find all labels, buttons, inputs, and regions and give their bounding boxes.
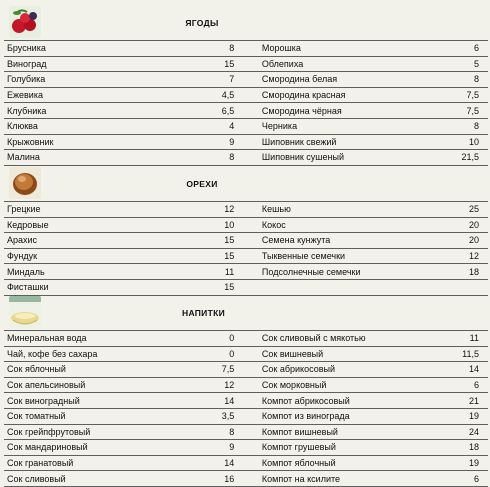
item-value: 18 bbox=[457, 440, 488, 456]
table-row bbox=[4, 424, 488, 440]
item-name: Сок томатный bbox=[4, 408, 217, 424]
column-gap bbox=[238, 103, 259, 119]
item-value: 16 bbox=[217, 471, 238, 487]
item-name: Тыквенные семечки bbox=[259, 248, 457, 264]
item-value: 18 bbox=[457, 264, 488, 280]
item-value: 4 bbox=[217, 118, 238, 134]
table-row bbox=[4, 377, 488, 393]
item-name: Семена кунжута bbox=[259, 233, 457, 249]
item-name: Компот из винограда bbox=[259, 408, 457, 424]
table-row bbox=[4, 72, 488, 88]
table-row bbox=[4, 233, 488, 249]
item-value: 8 bbox=[217, 41, 238, 57]
column-gap bbox=[238, 362, 259, 378]
item-value: 0 bbox=[217, 346, 238, 362]
column-gap bbox=[238, 346, 259, 362]
drinks-table bbox=[4, 330, 488, 487]
section-berries bbox=[4, 2, 488, 166]
item-value: 10 bbox=[217, 217, 238, 233]
item-value: 21,5 bbox=[457, 150, 488, 166]
item-value: 8 bbox=[457, 118, 488, 134]
column-gap bbox=[238, 72, 259, 88]
item-name: Сок яблочный bbox=[4, 362, 217, 378]
berries-icon bbox=[9, 6, 41, 38]
item-name: Кокос bbox=[259, 217, 457, 233]
item-name: Сок морковный bbox=[259, 377, 457, 393]
item-value: 15 bbox=[217, 233, 238, 249]
item-name: Сок сливовый bbox=[4, 471, 217, 487]
item-name: Грецкие bbox=[4, 202, 217, 218]
section-header bbox=[4, 2, 488, 40]
item-name: Сок мандариновый bbox=[4, 440, 217, 456]
item-name: Сок гранатовый bbox=[4, 455, 217, 471]
item-value: 7,5 bbox=[457, 87, 488, 103]
item-value: 0 bbox=[217, 331, 238, 347]
item-value: 11,5 bbox=[457, 346, 488, 362]
item-name: Компот вишневый bbox=[259, 424, 457, 440]
item-value: 15 bbox=[217, 56, 238, 72]
table-row bbox=[4, 471, 488, 487]
nuts-table bbox=[4, 201, 488, 296]
item-value: 20 bbox=[457, 217, 488, 233]
column-gap bbox=[238, 134, 259, 150]
item-name: Черника bbox=[259, 118, 457, 134]
column-gap bbox=[238, 56, 259, 72]
column-gap bbox=[238, 41, 259, 57]
item-value: 14 bbox=[217, 393, 238, 409]
column-gap bbox=[238, 440, 259, 456]
item-value: 8 bbox=[217, 150, 238, 166]
column-gap bbox=[238, 87, 259, 103]
drink-icon bbox=[9, 296, 41, 328]
table-row bbox=[4, 264, 488, 280]
item-value: 6,5 bbox=[217, 103, 238, 119]
section-header bbox=[4, 163, 488, 201]
table-row bbox=[4, 41, 488, 57]
item-value: 21 bbox=[457, 393, 488, 409]
item-name: Сок апельсиновый bbox=[4, 377, 217, 393]
item-value: 12 bbox=[217, 202, 238, 218]
table-row bbox=[4, 440, 488, 456]
table-row bbox=[4, 362, 488, 378]
column-gap bbox=[238, 233, 259, 249]
item-value: 15 bbox=[217, 248, 238, 264]
item-name: Клюква bbox=[4, 118, 217, 134]
berries-table bbox=[4, 40, 488, 166]
item-value: 6 bbox=[457, 471, 488, 487]
column-gap bbox=[238, 202, 259, 218]
column-gap bbox=[238, 455, 259, 471]
table-row bbox=[4, 103, 488, 119]
table-row bbox=[4, 217, 488, 233]
table-row bbox=[4, 346, 488, 362]
item-name: Ежевика bbox=[4, 87, 217, 103]
item-name: Брусника bbox=[4, 41, 217, 57]
item-name: Сок грейпфрутовый bbox=[4, 424, 217, 440]
item-value: 12 bbox=[457, 248, 488, 264]
item-value: 8 bbox=[217, 424, 238, 440]
nut-icon bbox=[9, 167, 41, 199]
column-gap bbox=[238, 264, 259, 280]
item-name: Морошка bbox=[259, 41, 457, 57]
item-value: 5 bbox=[457, 56, 488, 72]
column-gap bbox=[238, 424, 259, 440]
column-gap bbox=[238, 408, 259, 424]
item-name: Клубника bbox=[4, 103, 217, 119]
section-title: ЯГОДЫ bbox=[185, 18, 219, 28]
item-name: Подсолнечные семечки bbox=[259, 264, 457, 280]
item-value: 7 bbox=[217, 72, 238, 88]
column-gap bbox=[238, 118, 259, 134]
section-title: НАПИТКИ bbox=[182, 308, 225, 318]
table-row bbox=[4, 248, 488, 264]
item-name: Арахис bbox=[4, 233, 217, 249]
section-nuts bbox=[4, 163, 488, 296]
column-gap bbox=[238, 471, 259, 487]
item-name: Крыжовник bbox=[4, 134, 217, 150]
item-value: 3,5 bbox=[217, 408, 238, 424]
table-row bbox=[4, 331, 488, 347]
table-row bbox=[4, 87, 488, 103]
section-header bbox=[4, 292, 488, 330]
section-drinks bbox=[4, 292, 488, 487]
item-name: Облепиха bbox=[259, 56, 457, 72]
item-name: Сок абрикосовый bbox=[259, 362, 457, 378]
table-row bbox=[4, 118, 488, 134]
item-name: Шиповник свежий bbox=[259, 134, 457, 150]
item-name: Виноград bbox=[4, 56, 217, 72]
item-name: Компот яблочный bbox=[259, 455, 457, 471]
item-value: 19 bbox=[457, 408, 488, 424]
item-name: Смородина белая bbox=[259, 72, 457, 88]
item-name: Смородина красная bbox=[259, 87, 457, 103]
item-value: 6 bbox=[457, 377, 488, 393]
item-name: Фундук bbox=[4, 248, 217, 264]
item-value: 8 bbox=[457, 72, 488, 88]
item-value: 12 bbox=[217, 377, 238, 393]
item-value: 25 bbox=[457, 202, 488, 218]
table-row bbox=[4, 134, 488, 150]
item-value: 7,5 bbox=[457, 103, 488, 119]
table-row bbox=[4, 202, 488, 218]
table-row bbox=[4, 455, 488, 471]
item-value: 4,5 bbox=[217, 87, 238, 103]
table-row bbox=[4, 393, 488, 409]
item-name: Кедровые bbox=[4, 217, 217, 233]
item-name: Кешью bbox=[259, 202, 457, 218]
item-value: 11 bbox=[217, 264, 238, 280]
item-name: Сок виноградный bbox=[4, 393, 217, 409]
column-gap bbox=[238, 377, 259, 393]
item-value: 11 bbox=[457, 331, 488, 347]
table-row bbox=[4, 56, 488, 72]
item-value: 6 bbox=[457, 41, 488, 57]
item-name: Сок вишневый bbox=[259, 346, 457, 362]
item-value: 9 bbox=[217, 134, 238, 150]
column-gap bbox=[238, 248, 259, 264]
column-gap bbox=[238, 217, 259, 233]
item-name: Малина bbox=[4, 150, 217, 166]
item-value: 20 bbox=[457, 233, 488, 249]
item-name: Минеральная вода bbox=[4, 331, 217, 347]
column-gap bbox=[238, 393, 259, 409]
item-value: 15 bbox=[217, 279, 238, 295]
item-value: 24 bbox=[457, 424, 488, 440]
item-value: 9 bbox=[217, 440, 238, 456]
item-name: Шиповник сушеный bbox=[259, 150, 457, 166]
item-name: Компот абрикосовый bbox=[259, 393, 457, 409]
item-name: Сок сливовый с мякотью bbox=[259, 331, 457, 347]
item-name: Компот грушевый bbox=[259, 440, 457, 456]
item-name: Смородина чёрная bbox=[259, 103, 457, 119]
item-value: 10 bbox=[457, 134, 488, 150]
item-name: Компот на ксилите bbox=[259, 471, 457, 487]
column-gap bbox=[238, 331, 259, 347]
item-name: Фисташки bbox=[4, 279, 217, 295]
item-value: 14 bbox=[457, 362, 488, 378]
item-name: Чай, кофе без сахара bbox=[4, 346, 217, 362]
item-name: Голубика bbox=[4, 72, 217, 88]
item-value: 14 bbox=[217, 455, 238, 471]
section-title: ОРЕХИ bbox=[186, 179, 218, 189]
item-value: 19 bbox=[457, 455, 488, 471]
item-name: Миндаль bbox=[4, 264, 217, 280]
item-value: 7,5 bbox=[217, 362, 238, 378]
table-row bbox=[4, 408, 488, 424]
